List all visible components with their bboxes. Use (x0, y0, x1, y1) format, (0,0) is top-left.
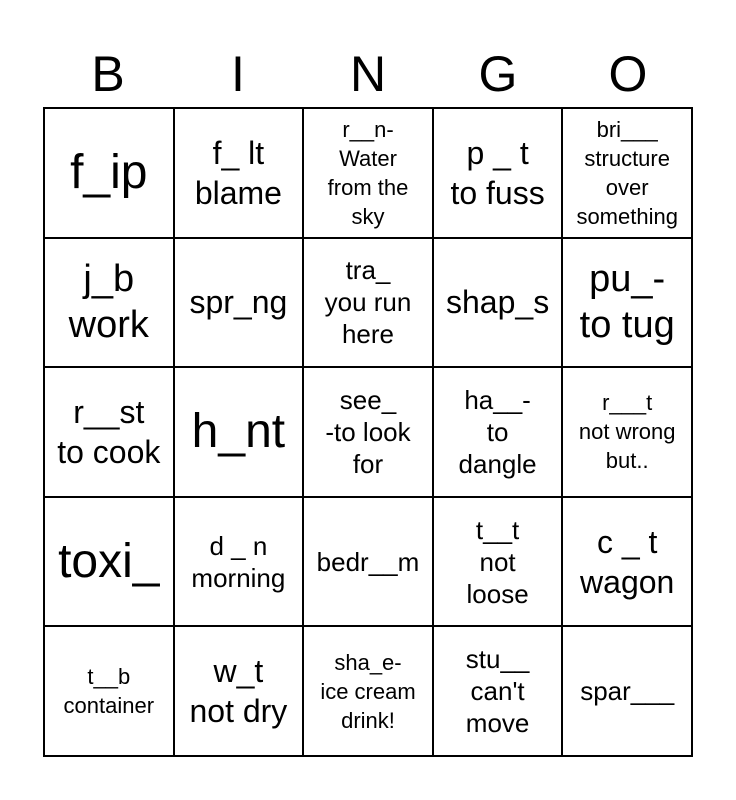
cell-text: ha__- to dangle (458, 384, 537, 479)
header-letter-b: B (91, 46, 125, 102)
bingo-cell-r3-c2[interactable] (175, 368, 305, 498)
bingo-cell-r4-c2[interactable] (175, 498, 305, 628)
cell-text: spar___ (580, 676, 675, 707)
bingo-card-grid (43, 107, 693, 757)
cell-text: tra_ you run here (324, 255, 412, 350)
header-letter-g: G (478, 46, 518, 102)
cell-text: r__n- Water from the sky (327, 116, 409, 229)
header-letter-o: O (608, 46, 648, 102)
bingo-cell-r1-c5[interactable] (563, 109, 693, 239)
cell-text: f_ lt blame (194, 134, 282, 211)
cell-text: see_ -to look for (325, 384, 411, 479)
cell-text: p _ t to fuss (450, 134, 545, 211)
cell-text: w_t not dry (189, 653, 288, 730)
bingo-cell-r3-c3[interactable] (304, 368, 434, 498)
cell-text: toxi_ (58, 534, 160, 588)
cell-text: spr_ng (189, 284, 288, 321)
cell-text: f_ip (70, 145, 148, 199)
cell-text: pu_- to tug (579, 258, 675, 347)
bingo-cell-r4-c3[interactable] (304, 498, 434, 628)
bingo-cell-r3-c4[interactable] (434, 368, 564, 498)
cell-text: r__st to cook (57, 393, 161, 470)
bingo-cell-r4-c1[interactable] (45, 498, 175, 628)
cell-text: r___t not wrong but.. (578, 390, 676, 474)
bingo-cell-r2-c5[interactable] (563, 239, 693, 369)
bingo-cell-r5-c4[interactable] (434, 627, 564, 757)
bingo-cell-r1-c4[interactable] (434, 109, 564, 239)
bingo-cell-r2-c4[interactable] (434, 239, 564, 369)
bingo-cell-r5-c2[interactable] (175, 627, 305, 757)
cell-text: stu__ can't move (465, 644, 530, 739)
cell-text: j_b work (68, 258, 149, 347)
header-letter-i: I (231, 46, 245, 102)
cell-text: t__b container (63, 664, 155, 719)
bingo-cell-r2-c1[interactable] (45, 239, 175, 369)
cell-text: shap_s (446, 284, 550, 321)
bingo-cell-r5-c5[interactable] (563, 627, 693, 757)
cell-text: bri___ structure over something (576, 116, 678, 229)
cell-text: bedr__m (316, 546, 420, 577)
bingo-cell-r5-c1[interactable] (45, 627, 175, 757)
bingo-cell-r3-c1[interactable] (45, 368, 175, 498)
bingo-cell-r2-c2[interactable] (175, 239, 305, 369)
bingo-cell-r3-c5[interactable] (563, 368, 693, 498)
cell-text: t__t not loose (466, 514, 529, 609)
cell-text: d _ n morning (191, 530, 286, 593)
cell-text: sha_e- ice cream drink! (320, 649, 416, 733)
bingo-cell-r4-c4[interactable] (434, 498, 564, 628)
bingo-cell-r5-c3[interactable] (304, 627, 434, 757)
bingo-cell-r2-c3[interactable] (304, 239, 434, 369)
bingo-cell-r1-c1[interactable] (45, 109, 175, 239)
cell-text: h_nt (191, 404, 286, 458)
bingo-header (43, 40, 693, 108)
cell-text: c _ t wagon (580, 523, 675, 600)
bingo-cell-r1-c2[interactable] (175, 109, 305, 239)
header-letter-n: N (349, 46, 387, 102)
bingo-cell-r4-c5[interactable] (563, 498, 693, 628)
bingo-cell-r1-c3[interactable] (304, 109, 434, 239)
